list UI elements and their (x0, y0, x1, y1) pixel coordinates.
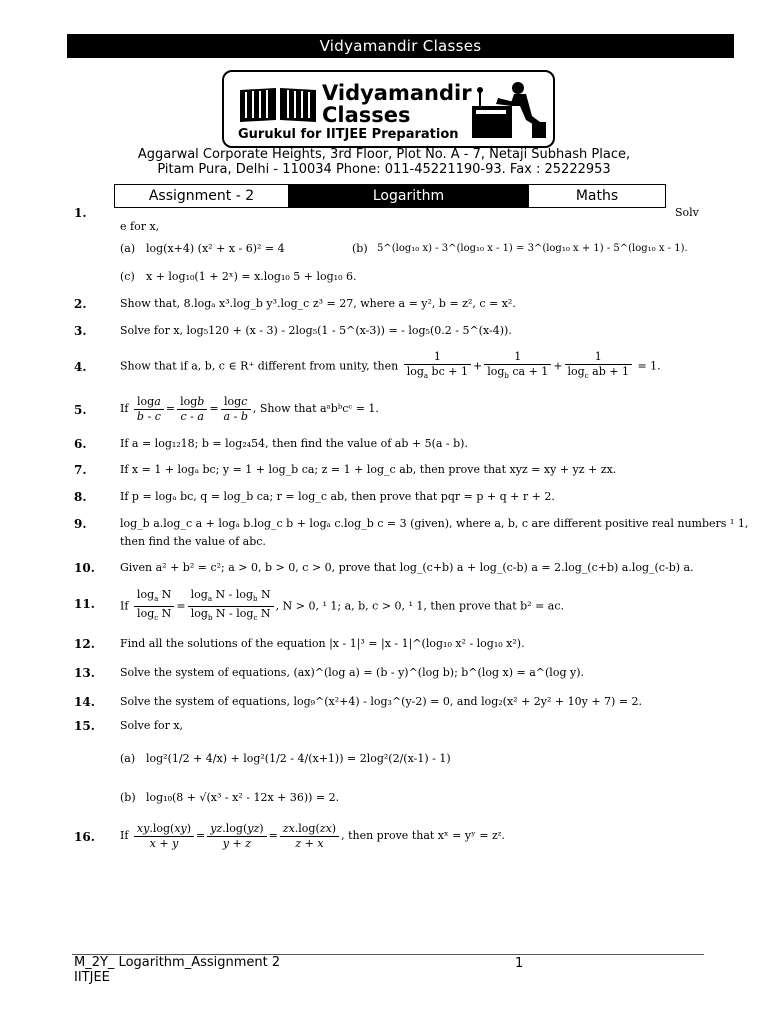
sub-part-expression: log₁₀(8 + √(x³ - x² - 12x + 36)) = 2. (146, 791, 340, 804)
question-number: 3. (74, 324, 87, 338)
question-number: 1. (74, 206, 87, 220)
question-text-line2: then find the value of abc. (120, 535, 266, 548)
question-number: 6. (74, 437, 87, 451)
question-text: If (120, 599, 129, 613)
banner-title: Vidyamandir Classes (319, 37, 482, 55)
fraction: $\frac{zx.\log(zx)}{z + x}$ (280, 822, 339, 851)
sub-part-expression: x + log₁₀(1 + 2ˣ) = x.log₁₀ 5 + log₁₀ 6. (146, 270, 357, 283)
question-number: 12. (74, 637, 95, 651)
question-text: If (120, 402, 129, 415)
sub-part-expression: 5^(log₁₀ x) - 3^(log₁₀ x - 1) = 3^(log₁₀ x + 1) - 5^(log₁₀ x - 1). (377, 243, 688, 254)
question-4-line: Show that if a, b, c ∈ R⁺ different from unity, then $\frac{1}{\log_a bc + 1}$ + $\frac{1}{\log_b ca + 1}$ + $\frac{1}{\log_c ab + 1}$ = 1. (120, 350, 661, 383)
question-text: log_b a.log_c a + logₐ b.log_c b + logₐ c.log_b c = 3 (given), where a, b, c are different positive real numbers ¹ 1, (120, 517, 749, 530)
question-number: 4. (74, 360, 87, 374)
question-number: 15. (74, 719, 95, 733)
fraction: $\frac{\log b}{c - a}$ (177, 395, 207, 424)
question-number: 8. (74, 490, 87, 504)
question-text: Solve for x, log₅120 + (x - 3) - 2log₅(1 - 5^(x-3)) = - log₅(0.2 - 5^(x-4)). (120, 324, 512, 337)
assignment-subject: Maths (575, 188, 619, 204)
sub-part-expression: log(x+4) (x² + x - 6)² = 4 (146, 242, 285, 255)
address-block (60, 147, 708, 177)
question-number: 10. (74, 561, 95, 575)
question-number: 13. (74, 666, 95, 680)
address-line-1: Aggarwal Corporate Heights, 3rd Floor, Plot No. A - 7, Netaji Subhash Place, (137, 147, 631, 162)
question-tail: = 1. (637, 359, 661, 373)
sub-part-label: (b) (120, 791, 136, 804)
page-number: 1 (515, 956, 524, 971)
fraction: $\frac{1}{\log_a bc + 1}$ (404, 350, 471, 383)
logo-tagline: Gurukul for IITJEE Preparation (238, 127, 459, 142)
sub-part-expression: log²(1/2 + 4/x) + log²(1/2 - 4/(x+1)) = 2log²(2/(x-1) - 1) (146, 752, 451, 765)
assignment-bar (114, 184, 666, 208)
question-text: Solve for x, (120, 719, 184, 732)
question-number: 14. (74, 695, 95, 709)
sub-part-label: (a) (120, 752, 136, 765)
question-tail: then prove that xˣ = yʸ = zᶻ. (348, 829, 505, 842)
question-number: 7. (74, 463, 87, 477)
logo-name-line2: Classes (322, 103, 411, 127)
fraction: $\frac{\log_a N - \log_b N}{\log_b N - \log_c N}$ (188, 588, 274, 625)
question-number: 11. (74, 597, 95, 611)
institute-logo (222, 70, 555, 148)
question-11-line: If $\frac{\log_a N}{\log_c N}$ = $\frac{\log_a N - \log_b N}{\log_b N - \log_c N}$ , N > 0, ¹ 1; a, b, c > 0, ¹ 1, then prove that b² = ac. (120, 588, 564, 625)
footer-code: M_2Y_ Logarithm_Assignment 2 (74, 955, 281, 970)
question-text: Solve the system of equations, log₉^(x²+4) - log₃^(y-2) = 0, and log₂(x² + 2y² + 10y + 7) = 2. (120, 695, 643, 708)
question-text: If p = logₐ bc, q = log_b ca; r = log_c ab, then prove that pqr = p + q + r + 2. (120, 490, 555, 503)
fraction: $\frac{\log a}{b - c}$ (134, 395, 164, 424)
address-line-2: Pitam Pura, Delhi - 110034 Phone: 011-45221190-93. Fax : 25222953 (157, 162, 611, 177)
footer-org: IITJEE (74, 970, 110, 985)
student-at-desk-icon (470, 76, 550, 142)
question-text: If a = log₁₂18; b = log₂₄54, then find the value of ab + 5(a - b). (120, 437, 468, 450)
sub-part-label: (a) (120, 242, 136, 255)
fraction: $\frac{1}{\log_c ab + 1}$ (565, 350, 632, 383)
question-text: Solv (675, 206, 699, 219)
logo-name-line1: Vidyamandir (322, 81, 472, 105)
sub-part-label: (c) (120, 270, 135, 283)
sub-part-label: (b) (352, 242, 368, 255)
question-number: 16. (74, 830, 95, 844)
fraction: $\frac{1}{\log_b ca + 1}$ (484, 350, 551, 383)
question-text: Find all the solutions of the equation |x - 1|³ = |x - 1|^(log₁₀ x² - log₁₀ x²). (120, 637, 525, 650)
question-tail: N > 0, ¹ 1; a, b, c > 0, ¹ 1, then prove that b² = ac. (282, 599, 565, 613)
open-book-icon (238, 84, 318, 124)
fraction: $\frac{\log c}{a - b}$ (221, 395, 251, 424)
question-text: Given a² + b² = c²; a > 0, b > 0, c > 0, prove that log_(c+b) a + log_(c-b) a = 2.log_(c+b) a.log_(c-b) a. (120, 561, 694, 574)
question-text: Solve the system of equations, (ax)^(log a) = (b - y)^(log b); b^(log x) = a^(log y). (120, 666, 584, 679)
question-number: 2. (74, 297, 87, 311)
assignment-topic: Logarithm (288, 185, 529, 207)
question-5-line: If $\frac{\log a}{b - c}$ = $\frac{\log b}{c - a}$ = $\frac{\log c}{a - b}$ , Show that aᵃbᵇcᶜ = 1. (120, 394, 379, 423)
question-number: 9. (74, 517, 87, 531)
question-text: If x = 1 + logₐ bc; y = 1 + log_b ca; z = 1 + log_c ab, then prove that xyz = xy + yz + zx. (120, 463, 617, 476)
assignment-number: Assignment - 2 (148, 188, 255, 204)
top-banner (67, 34, 734, 58)
fraction: $\frac{yz.\log(yz)}{y + z}$ (207, 822, 266, 851)
question-16-line: If $\frac{xy.\log(xy)}{x + y}$ = $\frac{yz.\log(yz)}{y + z}$ = $\frac{zx.\log(zx)}{z + x}$ , then prove that xˣ = yʸ = zᶻ. (120, 821, 505, 850)
question-text: If (120, 829, 129, 842)
fraction: $\frac{xy.\log(xy)}{x + y}$ (134, 822, 194, 851)
question-number: 5. (74, 403, 87, 417)
question-text: Show that if a, b, c ∈ R⁺ different from unity, then (120, 359, 399, 373)
question-text-wrap: e for x, (120, 220, 160, 233)
fraction: $\frac{\log_a N}{\log_c N}$ (134, 588, 175, 625)
question-tail: Show that aᵃbᵇcᶜ = 1. (259, 402, 379, 415)
question-text: Show that, 8.logₐ x³.log_b y³.log_c z³ = 27, where a = y², b = z², c = x². (120, 297, 516, 310)
